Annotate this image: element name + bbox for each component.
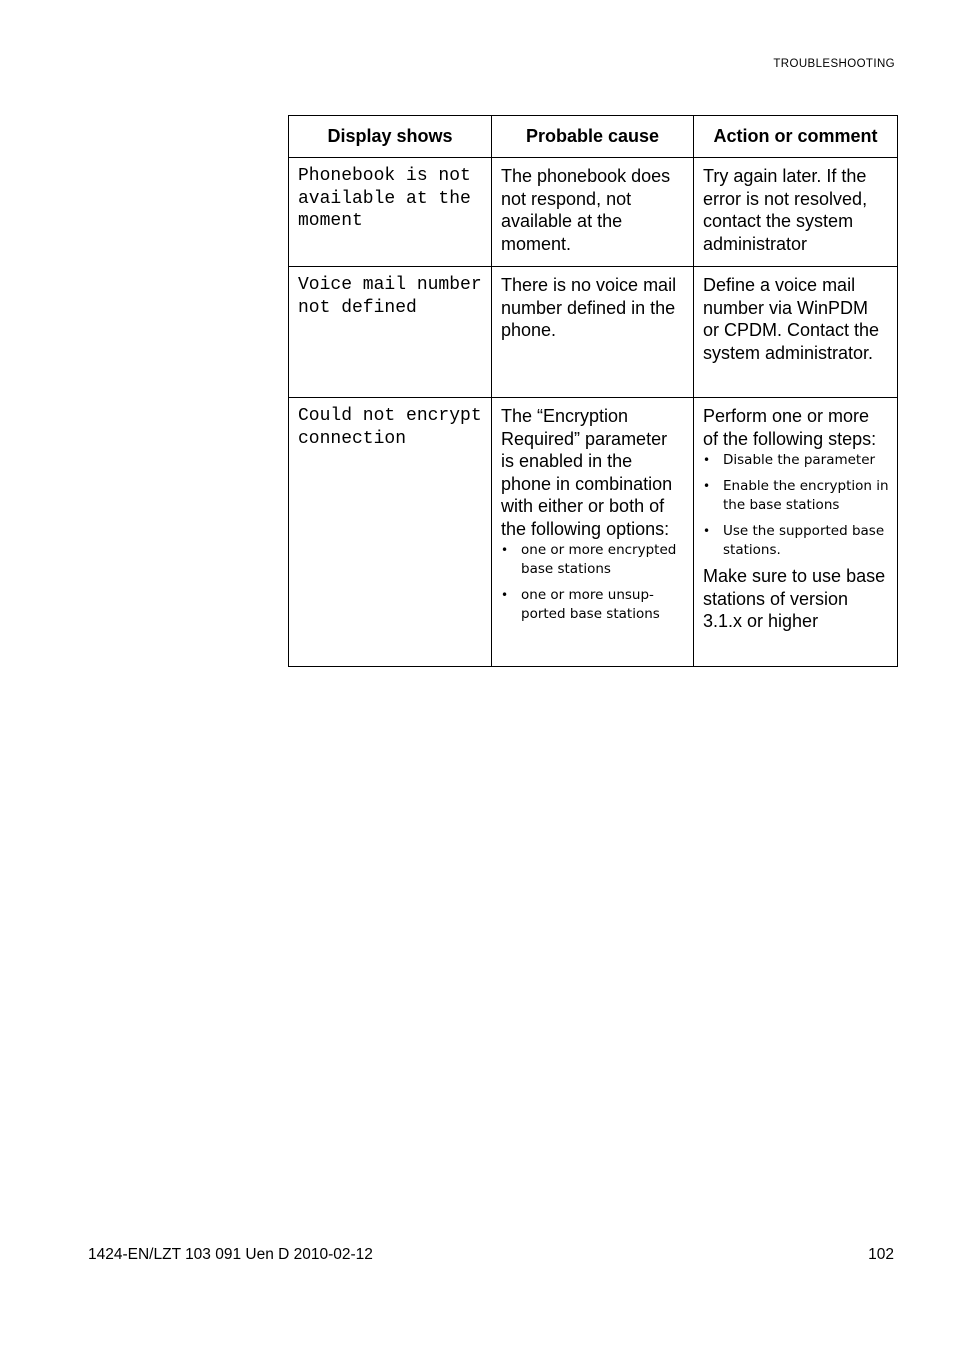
- action-comment: Try again later. If the error is not resolved, contact the system administrator: [694, 158, 898, 267]
- action-comment: [694, 398, 898, 667]
- probable-cause: The phonebook does not respond, not available at the moment.: [492, 158, 694, 267]
- table-row: [289, 398, 898, 667]
- display-message: Voice mail number not defined: [289, 267, 492, 398]
- action-intro-text: Perform one or more of the following steps:: [703, 406, 877, 449]
- action-comment: Define a voice mail number via WinPDM or CPDM. Contact the system administrator.: [694, 267, 898, 398]
- list-item: • Enable the encryption in the base stations: [703, 477, 889, 515]
- column-header-display-shows: Display shows: [289, 116, 492, 158]
- list-item: • Use the supported base stations.: [703, 522, 889, 560]
- troubleshooting-table: [288, 115, 898, 667]
- list-item: • one or more encrypted base stations: [501, 541, 685, 579]
- display-message: Could not encrypt connection: [289, 398, 492, 667]
- action-closing-text: Make sure to use base stations of version 3.1.x or higher: [703, 566, 886, 631]
- cause-options-list: [501, 541, 685, 624]
- table-row: [289, 158, 898, 267]
- document-id: 1424-EN/LZT 103 091 Uen D 2010-02-12: [88, 1246, 373, 1263]
- page-number: 102: [868, 1246, 894, 1263]
- action-steps-list: [703, 451, 889, 560]
- probable-cause: [492, 398, 694, 667]
- table-row: [289, 267, 898, 398]
- list-item: • one or more unsup-ported base stations: [501, 586, 685, 624]
- list-item: • Disable the parameter: [703, 451, 889, 470]
- probable-cause-text: The “Encryption Required” parameter is enabled in the phone in combination with either or both of the following options:: [501, 406, 673, 539]
- running-header: TROUBLESHOOTING: [773, 58, 895, 70]
- probable-cause: There is no voice mail number defined in the phone.: [492, 267, 694, 398]
- column-header-action-or-comment: Action or comment: [694, 116, 898, 158]
- display-message: Phonebook is not available at the moment: [289, 158, 492, 267]
- table-header-row: [289, 116, 898, 158]
- column-header-probable-cause: Probable cause: [492, 116, 694, 158]
